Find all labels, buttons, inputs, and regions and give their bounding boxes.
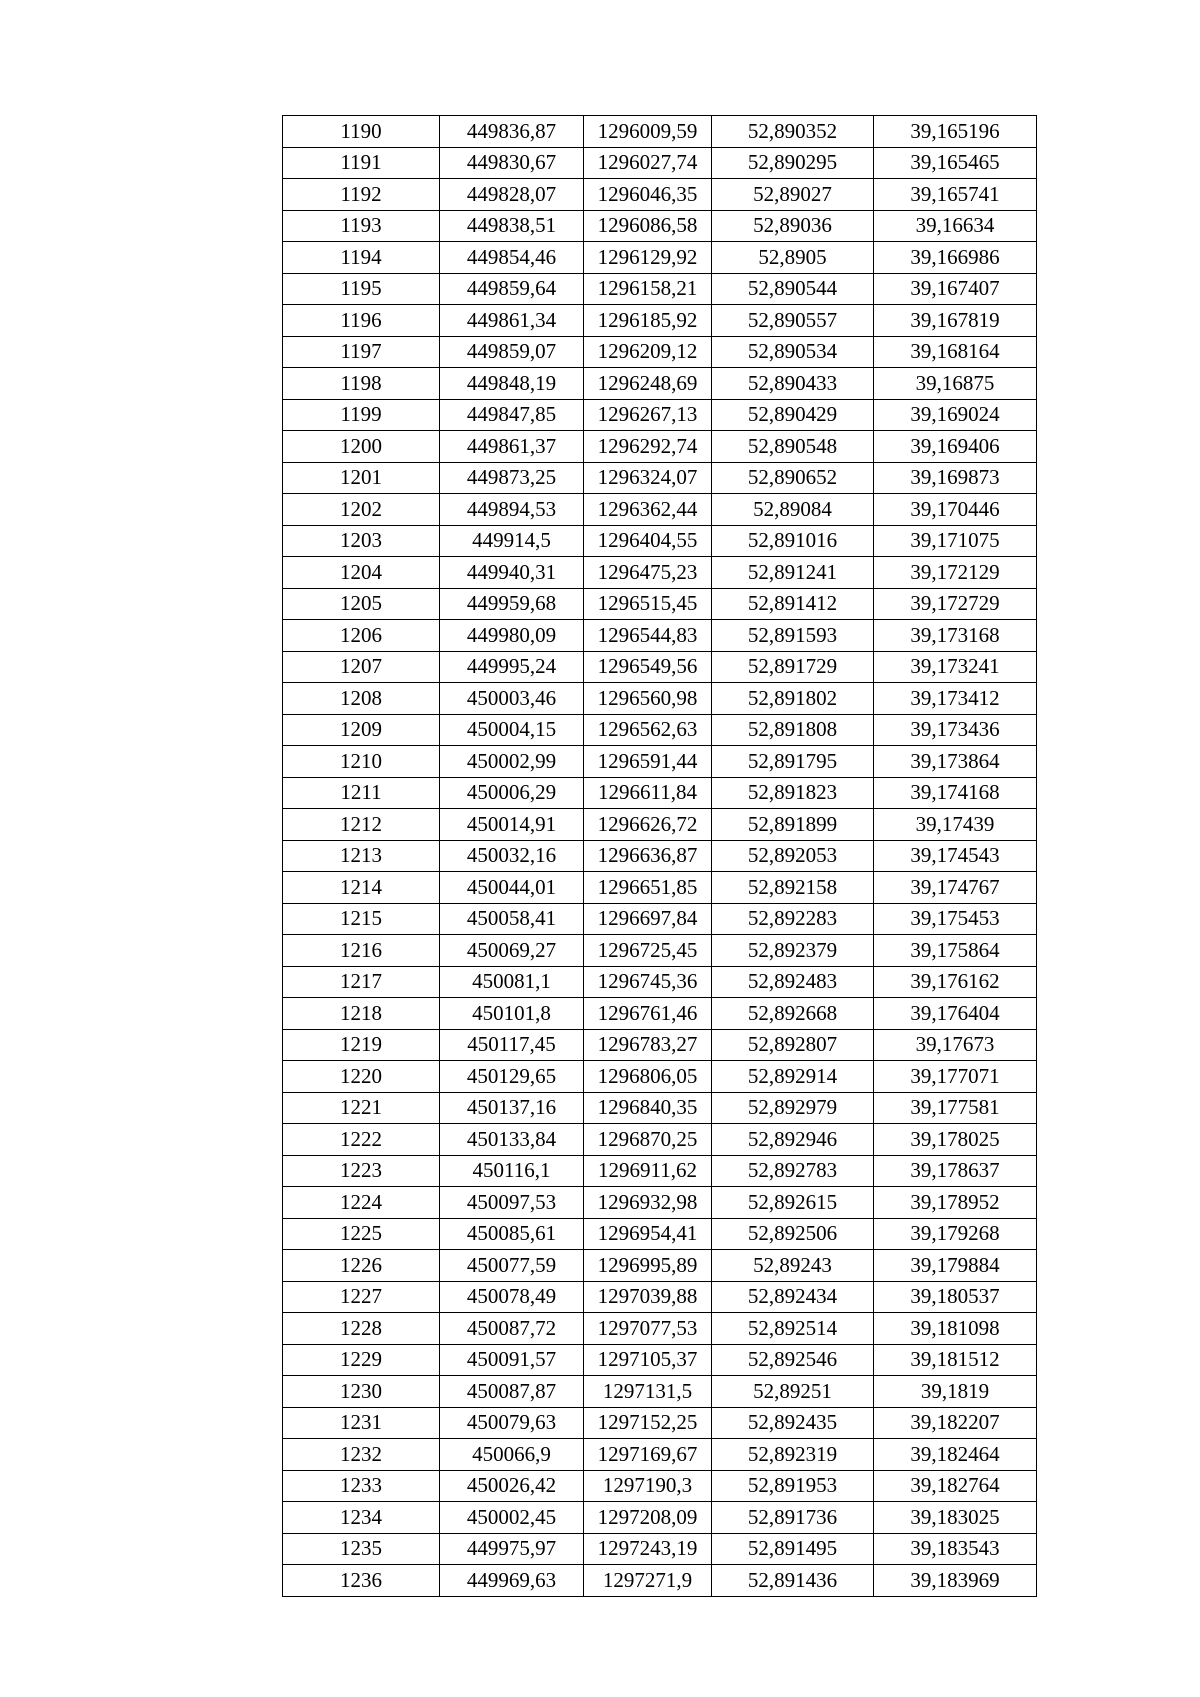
x-coordinate-cell: 449859,07 <box>440 336 584 368</box>
y-coordinate-cell: 1296515,45 <box>584 588 712 620</box>
point-number-cell: 1212 <box>283 809 440 841</box>
point-number-cell: 1198 <box>283 368 440 400</box>
longitude-cell: 39,173864 <box>874 746 1037 778</box>
table-row <box>283 903 1037 935</box>
x-coordinate-cell: 449828,07 <box>440 179 584 211</box>
longitude-cell: 39,177071 <box>874 1061 1037 1093</box>
latitude-cell: 52,892783 <box>712 1155 874 1187</box>
y-coordinate-cell: 1296362,44 <box>584 494 712 526</box>
longitude-cell: 39,175453 <box>874 903 1037 935</box>
point-number-cell: 1224 <box>283 1187 440 1219</box>
longitude-cell: 39,1819 <box>874 1376 1037 1408</box>
table-row <box>283 840 1037 872</box>
x-coordinate-cell: 449859,64 <box>440 273 584 305</box>
point-number-cell: 1195 <box>283 273 440 305</box>
table-row <box>283 462 1037 494</box>
table-row <box>283 1092 1037 1124</box>
point-number-cell: 1232 <box>283 1439 440 1471</box>
x-coordinate-cell: 450129,65 <box>440 1061 584 1093</box>
longitude-cell: 39,179268 <box>874 1218 1037 1250</box>
point-number-cell: 1235 <box>283 1533 440 1565</box>
latitude-cell: 52,892914 <box>712 1061 874 1093</box>
x-coordinate-cell: 450077,59 <box>440 1250 584 1282</box>
point-number-cell: 1196 <box>283 305 440 337</box>
table-row <box>283 210 1037 242</box>
longitude-cell: 39,165196 <box>874 116 1037 148</box>
latitude-cell: 52,892483 <box>712 966 874 998</box>
longitude-cell: 39,174543 <box>874 840 1037 872</box>
table-row <box>283 1124 1037 1156</box>
y-coordinate-cell: 1296626,72 <box>584 809 712 841</box>
x-coordinate-cell: 450003,46 <box>440 683 584 715</box>
longitude-cell: 39,173436 <box>874 714 1037 746</box>
x-coordinate-cell: 449940,31 <box>440 557 584 589</box>
x-coordinate-cell: 449861,37 <box>440 431 584 463</box>
x-coordinate-cell: 450058,41 <box>440 903 584 935</box>
y-coordinate-cell: 1296783,27 <box>584 1029 712 1061</box>
latitude-cell: 52,890557 <box>712 305 874 337</box>
point-number-cell: 1206 <box>283 620 440 652</box>
latitude-cell: 52,892434 <box>712 1281 874 1313</box>
longitude-cell: 39,175864 <box>874 935 1037 967</box>
y-coordinate-cell: 1296870,25 <box>584 1124 712 1156</box>
longitude-cell: 39,172729 <box>874 588 1037 620</box>
latitude-cell: 52,892979 <box>712 1092 874 1124</box>
latitude-cell: 52,89251 <box>712 1376 874 1408</box>
point-number-cell: 1197 <box>283 336 440 368</box>
table-row <box>283 1061 1037 1093</box>
longitude-cell: 39,169873 <box>874 462 1037 494</box>
y-coordinate-cell: 1296932,98 <box>584 1187 712 1219</box>
latitude-cell: 52,891795 <box>712 746 874 778</box>
x-coordinate-cell: 449894,53 <box>440 494 584 526</box>
y-coordinate-cell: 1296086,58 <box>584 210 712 242</box>
point-number-cell: 1225 <box>283 1218 440 1250</box>
latitude-cell: 52,891808 <box>712 714 874 746</box>
longitude-cell: 39,182207 <box>874 1407 1037 1439</box>
coordinates-table-body <box>283 116 1037 1597</box>
latitude-cell: 52,892514 <box>712 1313 874 1345</box>
x-coordinate-cell: 450026,42 <box>440 1470 584 1502</box>
point-number-cell: 1214 <box>283 872 440 904</box>
point-number-cell: 1233 <box>283 1470 440 1502</box>
y-coordinate-cell: 1297190,3 <box>584 1470 712 1502</box>
x-coordinate-cell: 450117,45 <box>440 1029 584 1061</box>
y-coordinate-cell: 1297039,88 <box>584 1281 712 1313</box>
table-row <box>283 1470 1037 1502</box>
table-row <box>283 179 1037 211</box>
latitude-cell: 52,892506 <box>712 1218 874 1250</box>
x-coordinate-cell: 450002,45 <box>440 1502 584 1534</box>
longitude-cell: 39,16634 <box>874 210 1037 242</box>
point-number-cell: 1222 <box>283 1124 440 1156</box>
table-row <box>283 242 1037 274</box>
latitude-cell: 52,892053 <box>712 840 874 872</box>
y-coordinate-cell: 1296544,83 <box>584 620 712 652</box>
table-row <box>283 872 1037 904</box>
latitude-cell: 52,892283 <box>712 903 874 935</box>
longitude-cell: 39,179884 <box>874 1250 1037 1282</box>
longitude-cell: 39,167819 <box>874 305 1037 337</box>
longitude-cell: 39,165465 <box>874 147 1037 179</box>
y-coordinate-cell: 1296697,84 <box>584 903 712 935</box>
longitude-cell: 39,178025 <box>874 1124 1037 1156</box>
x-coordinate-cell: 449873,25 <box>440 462 584 494</box>
table-row <box>283 683 1037 715</box>
longitude-cell: 39,166986 <box>874 242 1037 274</box>
x-coordinate-cell: 450014,91 <box>440 809 584 841</box>
latitude-cell: 52,890352 <box>712 116 874 148</box>
x-coordinate-cell: 450069,27 <box>440 935 584 967</box>
latitude-cell: 52,891802 <box>712 683 874 715</box>
point-number-cell: 1190 <box>283 116 440 148</box>
x-coordinate-cell: 450078,49 <box>440 1281 584 1313</box>
longitude-cell: 39,16875 <box>874 368 1037 400</box>
latitude-cell: 52,890652 <box>712 462 874 494</box>
y-coordinate-cell: 1296475,23 <box>584 557 712 589</box>
x-coordinate-cell: 449830,67 <box>440 147 584 179</box>
y-coordinate-cell: 1296636,87 <box>584 840 712 872</box>
y-coordinate-cell: 1296209,12 <box>584 336 712 368</box>
latitude-cell: 52,891436 <box>712 1565 874 1597</box>
point-number-cell: 1219 <box>283 1029 440 1061</box>
x-coordinate-cell: 450133,84 <box>440 1124 584 1156</box>
y-coordinate-cell: 1297169,67 <box>584 1439 712 1471</box>
point-number-cell: 1217 <box>283 966 440 998</box>
table-row <box>283 1565 1037 1597</box>
point-number-cell: 1192 <box>283 179 440 211</box>
x-coordinate-cell: 450116,1 <box>440 1155 584 1187</box>
x-coordinate-cell: 450004,15 <box>440 714 584 746</box>
longitude-cell: 39,168164 <box>874 336 1037 368</box>
x-coordinate-cell: 449848,19 <box>440 368 584 400</box>
longitude-cell: 39,183025 <box>874 1502 1037 1534</box>
x-coordinate-cell: 450137,16 <box>440 1092 584 1124</box>
latitude-cell: 52,891729 <box>712 651 874 683</box>
longitude-cell: 39,182464 <box>874 1439 1037 1471</box>
y-coordinate-cell: 1296027,74 <box>584 147 712 179</box>
point-number-cell: 1220 <box>283 1061 440 1093</box>
table-row <box>283 1281 1037 1313</box>
latitude-cell: 52,891016 <box>712 525 874 557</box>
longitude-cell: 39,176162 <box>874 966 1037 998</box>
y-coordinate-cell: 1296248,69 <box>584 368 712 400</box>
point-number-cell: 1202 <box>283 494 440 526</box>
point-number-cell: 1211 <box>283 777 440 809</box>
longitude-cell: 39,176404 <box>874 998 1037 1030</box>
latitude-cell: 52,892807 <box>712 1029 874 1061</box>
point-number-cell: 1207 <box>283 651 440 683</box>
point-number-cell: 1228 <box>283 1313 440 1345</box>
y-coordinate-cell: 1296840,35 <box>584 1092 712 1124</box>
latitude-cell: 52,892435 <box>712 1407 874 1439</box>
longitude-cell: 39,174767 <box>874 872 1037 904</box>
table-row <box>283 1250 1037 1282</box>
table-row <box>283 1187 1037 1219</box>
longitude-cell: 39,172129 <box>874 557 1037 589</box>
x-coordinate-cell: 450079,63 <box>440 1407 584 1439</box>
x-coordinate-cell: 449995,24 <box>440 651 584 683</box>
x-coordinate-cell: 449847,85 <box>440 399 584 431</box>
latitude-cell: 52,890534 <box>712 336 874 368</box>
latitude-cell: 52,89027 <box>712 179 874 211</box>
longitude-cell: 39,183543 <box>874 1533 1037 1565</box>
table-row <box>283 147 1037 179</box>
x-coordinate-cell: 449861,34 <box>440 305 584 337</box>
point-number-cell: 1191 <box>283 147 440 179</box>
y-coordinate-cell: 1297152,25 <box>584 1407 712 1439</box>
coordinates-table <box>282 115 1037 1597</box>
point-number-cell: 1208 <box>283 683 440 715</box>
point-number-cell: 1194 <box>283 242 440 274</box>
table-row <box>283 746 1037 778</box>
latitude-cell: 52,891823 <box>712 777 874 809</box>
longitude-cell: 39,177581 <box>874 1092 1037 1124</box>
latitude-cell: 52,892946 <box>712 1124 874 1156</box>
x-coordinate-cell: 450101,8 <box>440 998 584 1030</box>
y-coordinate-cell: 1297243,19 <box>584 1533 712 1565</box>
table-row <box>283 966 1037 998</box>
point-number-cell: 1231 <box>283 1407 440 1439</box>
y-coordinate-cell: 1296562,63 <box>584 714 712 746</box>
y-coordinate-cell: 1296129,92 <box>584 242 712 274</box>
x-coordinate-cell: 450087,87 <box>440 1376 584 1408</box>
point-number-cell: 1218 <box>283 998 440 1030</box>
latitude-cell: 52,891495 <box>712 1533 874 1565</box>
longitude-cell: 39,173168 <box>874 620 1037 652</box>
x-coordinate-cell: 449980,09 <box>440 620 584 652</box>
latitude-cell: 52,890544 <box>712 273 874 305</box>
latitude-cell: 52,891736 <box>712 1502 874 1534</box>
x-coordinate-cell: 450097,53 <box>440 1187 584 1219</box>
latitude-cell: 52,890548 <box>712 431 874 463</box>
table-row <box>283 368 1037 400</box>
table-row <box>283 1029 1037 1061</box>
y-coordinate-cell: 1296404,55 <box>584 525 712 557</box>
table-row <box>283 399 1037 431</box>
y-coordinate-cell: 1296954,41 <box>584 1218 712 1250</box>
point-number-cell: 1230 <box>283 1376 440 1408</box>
x-coordinate-cell: 450066,9 <box>440 1439 584 1471</box>
longitude-cell: 39,181098 <box>874 1313 1037 1345</box>
table-row <box>283 1376 1037 1408</box>
x-coordinate-cell: 449854,46 <box>440 242 584 274</box>
longitude-cell: 39,165741 <box>874 179 1037 211</box>
longitude-cell: 39,181512 <box>874 1344 1037 1376</box>
point-number-cell: 1215 <box>283 903 440 935</box>
point-number-cell: 1227 <box>283 1281 440 1313</box>
table-row <box>283 305 1037 337</box>
x-coordinate-cell: 449838,51 <box>440 210 584 242</box>
y-coordinate-cell: 1296745,36 <box>584 966 712 998</box>
latitude-cell: 52,891953 <box>712 1470 874 1502</box>
table-row <box>283 525 1037 557</box>
x-coordinate-cell: 450091,57 <box>440 1344 584 1376</box>
table-row <box>283 651 1037 683</box>
y-coordinate-cell: 1296185,92 <box>584 305 712 337</box>
latitude-cell: 52,890429 <box>712 399 874 431</box>
table-row <box>283 431 1037 463</box>
latitude-cell: 52,892158 <box>712 872 874 904</box>
y-coordinate-cell: 1296806,05 <box>584 1061 712 1093</box>
latitude-cell: 52,891593 <box>712 620 874 652</box>
latitude-cell: 52,892668 <box>712 998 874 1030</box>
table-row <box>283 935 1037 967</box>
y-coordinate-cell: 1296324,07 <box>584 462 712 494</box>
point-number-cell: 1229 <box>283 1344 440 1376</box>
table-row <box>283 336 1037 368</box>
x-coordinate-cell: 449969,63 <box>440 1565 584 1597</box>
longitude-cell: 39,17673 <box>874 1029 1037 1061</box>
y-coordinate-cell: 1296911,62 <box>584 1155 712 1187</box>
point-number-cell: 1200 <box>283 431 440 463</box>
table-row <box>283 620 1037 652</box>
longitude-cell: 39,180537 <box>874 1281 1037 1313</box>
table-row <box>283 1155 1037 1187</box>
y-coordinate-cell: 1297131,5 <box>584 1376 712 1408</box>
table-row <box>283 1407 1037 1439</box>
longitude-cell: 39,167407 <box>874 273 1037 305</box>
x-coordinate-cell: 450081,1 <box>440 966 584 998</box>
table-row <box>283 1344 1037 1376</box>
y-coordinate-cell: 1296267,13 <box>584 399 712 431</box>
point-number-cell: 1234 <box>283 1502 440 1534</box>
x-coordinate-cell: 450002,99 <box>440 746 584 778</box>
table-row <box>283 998 1037 1030</box>
latitude-cell: 52,890295 <box>712 147 874 179</box>
x-coordinate-cell: 450032,16 <box>440 840 584 872</box>
y-coordinate-cell: 1297077,53 <box>584 1313 712 1345</box>
latitude-cell: 52,89036 <box>712 210 874 242</box>
longitude-cell: 39,169406 <box>874 431 1037 463</box>
point-number-cell: 1193 <box>283 210 440 242</box>
point-number-cell: 1216 <box>283 935 440 967</box>
table-row <box>283 273 1037 305</box>
y-coordinate-cell: 1296560,98 <box>584 683 712 715</box>
y-coordinate-cell: 1296761,46 <box>584 998 712 1030</box>
table-row <box>283 1218 1037 1250</box>
y-coordinate-cell: 1296158,21 <box>584 273 712 305</box>
longitude-cell: 39,17439 <box>874 809 1037 841</box>
y-coordinate-cell: 1296009,59 <box>584 116 712 148</box>
longitude-cell: 39,169024 <box>874 399 1037 431</box>
x-coordinate-cell: 450087,72 <box>440 1313 584 1345</box>
latitude-cell: 52,891412 <box>712 588 874 620</box>
point-number-cell: 1209 <box>283 714 440 746</box>
point-number-cell: 1203 <box>283 525 440 557</box>
x-coordinate-cell: 450044,01 <box>440 872 584 904</box>
longitude-cell: 39,178637 <box>874 1155 1037 1187</box>
table-row <box>283 557 1037 589</box>
latitude-cell: 52,892546 <box>712 1344 874 1376</box>
latitude-cell: 52,892319 <box>712 1439 874 1471</box>
table-row <box>283 116 1037 148</box>
y-coordinate-cell: 1296995,89 <box>584 1250 712 1282</box>
x-coordinate-cell: 449959,68 <box>440 588 584 620</box>
latitude-cell: 52,8905 <box>712 242 874 274</box>
longitude-cell: 39,173412 <box>874 683 1037 715</box>
x-coordinate-cell: 449914,5 <box>440 525 584 557</box>
y-coordinate-cell: 1296591,44 <box>584 746 712 778</box>
longitude-cell: 39,173241 <box>874 651 1037 683</box>
latitude-cell: 52,890433 <box>712 368 874 400</box>
x-coordinate-cell: 449975,97 <box>440 1533 584 1565</box>
table-row <box>283 1439 1037 1471</box>
latitude-cell: 52,89084 <box>712 494 874 526</box>
y-coordinate-cell: 1296651,85 <box>584 872 712 904</box>
table-row <box>283 494 1037 526</box>
y-coordinate-cell: 1297208,09 <box>584 1502 712 1534</box>
longitude-cell: 39,183969 <box>874 1565 1037 1597</box>
y-coordinate-cell: 1297271,9 <box>584 1565 712 1597</box>
point-number-cell: 1199 <box>283 399 440 431</box>
point-number-cell: 1205 <box>283 588 440 620</box>
table-row <box>283 1502 1037 1534</box>
longitude-cell: 39,171075 <box>874 525 1037 557</box>
point-number-cell: 1213 <box>283 840 440 872</box>
point-number-cell: 1236 <box>283 1565 440 1597</box>
table-row <box>283 588 1037 620</box>
y-coordinate-cell: 1296549,56 <box>584 651 712 683</box>
y-coordinate-cell: 1296292,74 <box>584 431 712 463</box>
latitude-cell: 52,891899 <box>712 809 874 841</box>
point-number-cell: 1210 <box>283 746 440 778</box>
table-row <box>283 714 1037 746</box>
y-coordinate-cell: 1296046,35 <box>584 179 712 211</box>
latitude-cell: 52,891241 <box>712 557 874 589</box>
table-row <box>283 1533 1037 1565</box>
longitude-cell: 39,178952 <box>874 1187 1037 1219</box>
y-coordinate-cell: 1297105,37 <box>584 1344 712 1376</box>
point-number-cell: 1204 <box>283 557 440 589</box>
table-row <box>283 809 1037 841</box>
latitude-cell: 52,892379 <box>712 935 874 967</box>
y-coordinate-cell: 1296611,84 <box>584 777 712 809</box>
point-number-cell: 1221 <box>283 1092 440 1124</box>
x-coordinate-cell: 450006,29 <box>440 777 584 809</box>
table-row <box>283 777 1037 809</box>
longitude-cell: 39,170446 <box>874 494 1037 526</box>
point-number-cell: 1201 <box>283 462 440 494</box>
table-row <box>283 1313 1037 1345</box>
x-coordinate-cell: 450085,61 <box>440 1218 584 1250</box>
y-coordinate-cell: 1296725,45 <box>584 935 712 967</box>
point-number-cell: 1223 <box>283 1155 440 1187</box>
point-number-cell: 1226 <box>283 1250 440 1282</box>
latitude-cell: 52,89243 <box>712 1250 874 1282</box>
latitude-cell: 52,892615 <box>712 1187 874 1219</box>
longitude-cell: 39,174168 <box>874 777 1037 809</box>
longitude-cell: 39,182764 <box>874 1470 1037 1502</box>
x-coordinate-cell: 449836,87 <box>440 116 584 148</box>
